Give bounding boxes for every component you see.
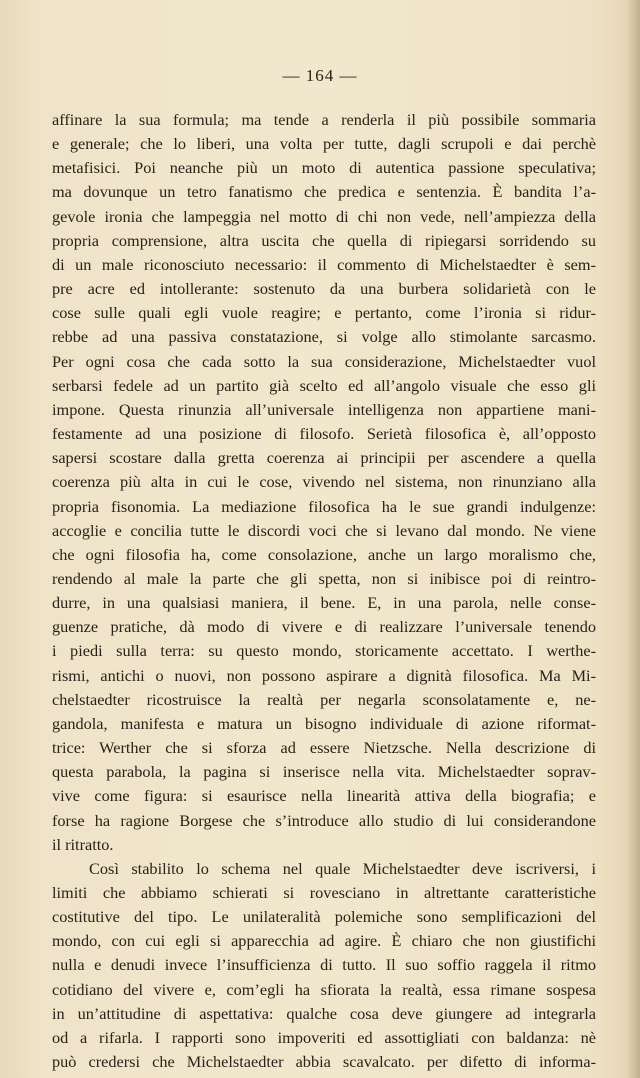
text-line: rendendo al male la parte che gli spetta, non si inibisce poi di reintro- <box>52 568 596 588</box>
text-line: questa parabola, la pagina si inserisce nella vita. Michelstaedter soprav- <box>52 762 596 782</box>
text-line: in un’attitudine di aspettativa: qualche cosa deve giungere ad integrarla <box>52 1003 596 1023</box>
page-number: — 164 — <box>282 66 358 85</box>
text-line: che ogni filosofia ha, come consolazione, anche un largo moralismo che, <box>52 544 596 564</box>
body-text <box>52 108 596 1074</box>
text-line: od a rifarla. I rapporti sono impoveriti ed assottigliati con baldanza: nè <box>52 1027 596 1047</box>
text-line: mondo, con cui egli si apparecchia ad agire. È chiaro che non giustifichi <box>52 931 596 951</box>
text-line: Per ogni cosa che cada sotto la sua considerazione, Michelstaedter vuol <box>52 351 596 371</box>
text-line: forse ha ragione Borgese che s’introduce allo studio di lui considerandone <box>52 810 596 830</box>
text-line: trice: Werther che si sforza ad essere Nietzsche. Nella descrizione di <box>52 738 596 758</box>
text-line: gevole ironia che lampeggia nel motto di chi non vede, nell’ampiezza della <box>52 206 596 226</box>
text-line: limiti che abbiamo schierati si rovesciano in altrettante caratteristiche <box>52 883 596 902</box>
text-line: rismi, antichi o nuovi, non possono aspirare a dignità filosofica. Ma Mi- <box>52 665 596 685</box>
text-line: accoglie e concilia tutte le discordi voci che si levano dal mondo. Ne viene <box>52 520 596 540</box>
text-line: metafisici. Poi neanche più un moto di autentica passione speculativa; <box>52 158 596 178</box>
text-line: rebbe ad una passiva constatazione, si volge allo stimolante sarcasmo. <box>52 327 596 347</box>
text-line: chelstaedter ricostruisce la realtà per negarla sconsolatamente e, ne- <box>52 689 596 709</box>
text-line: pre acre ed intollerante: sostenuto da una burbera solidarietà con le <box>52 279 596 299</box>
text-line: ma dovunque un tetro fanatismo che predica e sentenzia. È bandita l’a- <box>52 182 596 202</box>
text-line: festamente ad una posizione di filosofo. Serietà filosofica è, all’opposto <box>52 424 596 444</box>
text-line: sapersi scostare dalla gretta coerenza ai principii per ascendere a quella <box>52 448 596 468</box>
text-line: costitutive del tipo. Le unilateralità polemiche sono semplificazioni del <box>52 907 596 927</box>
text-line: propria fisonomia. La mediazione filosofica ha le sue grandi indulgenze: <box>52 496 596 516</box>
text-line: durre, in una qualsiasi maniera, il bene. E, in una parola, nelle conse- <box>52 593 596 613</box>
text-line: i piedi sulla terra: su questo mondo, storicamente accettato. I werthe- <box>52 641 596 661</box>
text-line: Così stabilito lo schema nel quale Michelstaedter deve iscriversi, i <box>89 858 596 878</box>
text-line: nulla e denudi invece l’insufficienza di tutto. Il suo soffio raggela il ritmo <box>52 955 596 975</box>
text-line: coerenza più alta in cui le cose, vivendo nel sistema, non rinunziano alla <box>52 472 596 492</box>
text-line: impone. Questa rinunzia all’universale intelligenza non appartiene mani- <box>52 399 596 419</box>
text-line: e generale; che lo liberi, una volta per tutte, dagli scrupoli e dai perchè <box>52 134 596 154</box>
text-line: cose sulle quali egli vuole reagire; e pertanto, come l’ironia si ridur- <box>52 303 596 323</box>
text-line: il ritratto. <box>52 834 114 854</box>
text-line: affinare la sua formula; ma tende a renderla il più possibile sommaria <box>52 110 596 129</box>
text-line: di un male riconosciuto necessario: il commento di Michelstaedter è sem- <box>52 254 596 274</box>
text-line: guenze pratiche, dà modo di vivere e di realizzare l’universale tenendo <box>52 617 596 637</box>
text-line: vive come figura: si esaurisce nella linearità attiva della biografia; e <box>52 786 596 806</box>
text-line: serbarsi fedele ad un partito già scelto ed all’angolo visuale che esso gli <box>52 375 596 395</box>
text-line: gandola, manifesta e matura un bisogno individuale di azione riformat- <box>52 713 596 733</box>
text-line: cotidiano del vivere e, com’egli ha sfiorata la realtà, essa rimane sospesa <box>52 979 596 999</box>
text-line: propria comprensione, altra uscita che quella di ripiegarsi sorridendo su <box>52 230 596 250</box>
text-line: può credersi che Michelstaedter abbia scavalcato. per difetto di informa- <box>52 1052 596 1072</box>
page-edge-shadow <box>626 0 640 1078</box>
